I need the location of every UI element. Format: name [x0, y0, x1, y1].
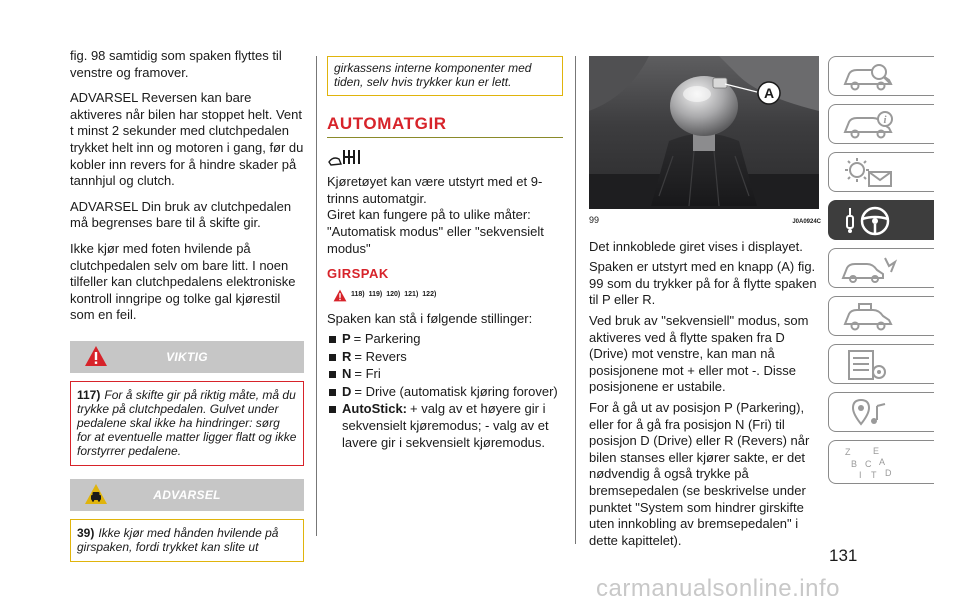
chapter-tab[interactable] — [828, 152, 934, 192]
notice-body — [70, 381, 304, 466]
paragraph: ADVARSEL Reversen kan bare aktiveres når bilen har stoppet helt. Vent t minst 2 sekunder med clutchpedalen trykket helt inn og motoren i gang, før du kobler inn revers for å hindre skader på tannhjul og clutch. — [70, 90, 304, 189]
section-title: AUTOMATGIR — [327, 116, 563, 138]
chapter-tab[interactable] — [828, 440, 934, 484]
notice-title: VIKTIG — [166, 349, 208, 364]
list-item: AutoStick: + valg av et høyere gir i sekvensielt kjøremodus; - valg av et lavere gir i sekvensielt kjøremodus. — [327, 401, 563, 451]
svg-text:Z: Z — [845, 447, 851, 457]
paragraph: fig. 98 samtidig som spaken flyttes til venstre og framover. — [70, 48, 282, 80]
paragraph: For å gå ut av posisjon P (Parkering), eller for å gå fra posisjon N (Fri) til posisjon D (Drive) eller R (Revers) når bilen stanses eller kjører sakte, er det nødvendig å også trykke på bremsepedalen (se beskrivelse under punktet "System som hindrer girskifte uten innkobling av bremsepedalen" i dette kapittelet). — [589, 399, 810, 548]
chapter-tab[interactable] — [828, 296, 934, 336]
warning-lights-mail-icon — [839, 156, 903, 190]
watermark: carmanualsonline.info — [596, 575, 840, 602]
list-item: D = Drive (automatisk kjøring forover) — [327, 384, 563, 401]
paragraph: Kjøretøyet kan være utstyrt med et 9-trinns automatgir. — [327, 174, 543, 206]
paragraph: Giret kan fungere på to ulike måter: "Automatisk modus" eller "sekvensielt modus" — [327, 207, 544, 256]
paragraph: Spaken er utstyrt med en knapp (A) fig. 99 som du trykker på for å flytte spaken til P eller R. — [589, 259, 817, 308]
paragraph: Ved bruk av "sekvensiell" modus, som aktiveres ved å flytte spaken fra D (Drive) mot venstre, kan man nå posisjonene mot + eller mot -. Disse posisjonene er ustabile. — [589, 312, 809, 395]
chapter-tab-active[interactable] — [828, 200, 934, 240]
callout-label: A — [763, 85, 775, 101]
column-left — [70, 48, 304, 562]
svg-text:C: C — [865, 459, 872, 469]
chapter-tab[interactable] — [828, 344, 934, 384]
paragraph: Spaken kan stå i følgende stillinger: — [327, 311, 533, 327]
list-item: R = Revers — [327, 349, 563, 366]
paragraph: Det innkoblede giret vises i displayet. — [589, 238, 803, 254]
notice-advarsel — [70, 479, 304, 562]
svg-text:D: D — [885, 468, 892, 478]
figure-caption — [589, 212, 821, 231]
reference: 121) — [404, 290, 419, 298]
chapter-tab[interactable] — [828, 248, 934, 288]
gear-lever-illustration — [589, 56, 819, 209]
notice-text: Ikke kjør med hånden hvilende på girspaken, fordi trykket kan slite ut — [77, 525, 279, 554]
notice-text: girkassens interne komponenter med tiden, selv hvis trykker kun er lett. — [334, 61, 532, 89]
reference: 118) — [351, 290, 365, 298]
page-number: 131 — [829, 546, 858, 565]
svg-text:A: A — [879, 457, 886, 467]
chapter-tabs — [828, 56, 934, 492]
svg-text:I: I — [859, 470, 862, 480]
column-divider — [316, 56, 317, 536]
notice-title: ADVARSEL — [153, 487, 221, 502]
car-crash-icon — [839, 252, 903, 286]
notice-number: 117) — [77, 387, 101, 402]
chapter-tab[interactable] — [828, 392, 934, 432]
column-right — [589, 56, 821, 558]
list-item: P = Parkering — [327, 331, 563, 348]
media-navigation-icon — [839, 396, 903, 430]
paragraph: ADVARSEL Din bruk av clutchpedalen må begrenses bare til å skifte gir. — [70, 198, 292, 231]
car-service-icon — [839, 300, 903, 334]
sub-title: GIRSPAK — [327, 266, 389, 282]
notice-advarsel-header — [70, 479, 304, 511]
reference: 120) — [386, 290, 401, 298]
automatic-gearbox-icon — [327, 146, 377, 168]
chapter-tab[interactable] — [828, 104, 934, 144]
notice-viktig — [70, 341, 304, 466]
list-item: N = Fri — [327, 366, 563, 383]
gear-positions-list — [327, 331, 563, 451]
alphabet-index-icon — [839, 444, 903, 482]
notice-body — [70, 519, 304, 562]
gear-lever-photo — [589, 56, 819, 209]
column-divider — [575, 56, 576, 544]
key-steering-wheel-icon — [839, 204, 903, 238]
svg-text:B: B — [851, 459, 858, 469]
warning-triangle-icon — [333, 289, 347, 302]
figure-number: 99 — [589, 215, 600, 225]
notice-viktig-header — [70, 341, 304, 373]
car-search-icon — [839, 60, 903, 94]
column-middle — [327, 56, 563, 452]
paragraph: Ikke kjør med foten hvilende på clutchpedalen selv om bare litt. I noen tilfeller kan clutchpedalens elektroniske kontroll inngripe og tolke gal kjørestil som en feil. — [70, 240, 296, 323]
svg-text:E: E — [873, 446, 880, 456]
notice-continuation — [327, 56, 563, 96]
spec-list-icon — [839, 348, 903, 382]
chapter-tab[interactable] — [828, 56, 934, 96]
notice-text: For å skifte gir på riktig måte, må du trykke på clutchpedalen. Gulvet under pedalene skal ikke ha hindringer: sørg for at eventuelle matter ligger flatt og ikke forstyrrer pedalene. — [77, 387, 297, 458]
car-info-icon — [839, 108, 903, 142]
svg-text:T: T — [871, 470, 877, 480]
reference: 122) — [422, 290, 437, 298]
warning-references — [333, 287, 563, 304]
figure-code: J0A0924C — [792, 219, 821, 225]
notice-number: 39) — [77, 525, 95, 540]
svg-text:i: i — [883, 114, 887, 126]
reference: 119) — [368, 290, 383, 298]
